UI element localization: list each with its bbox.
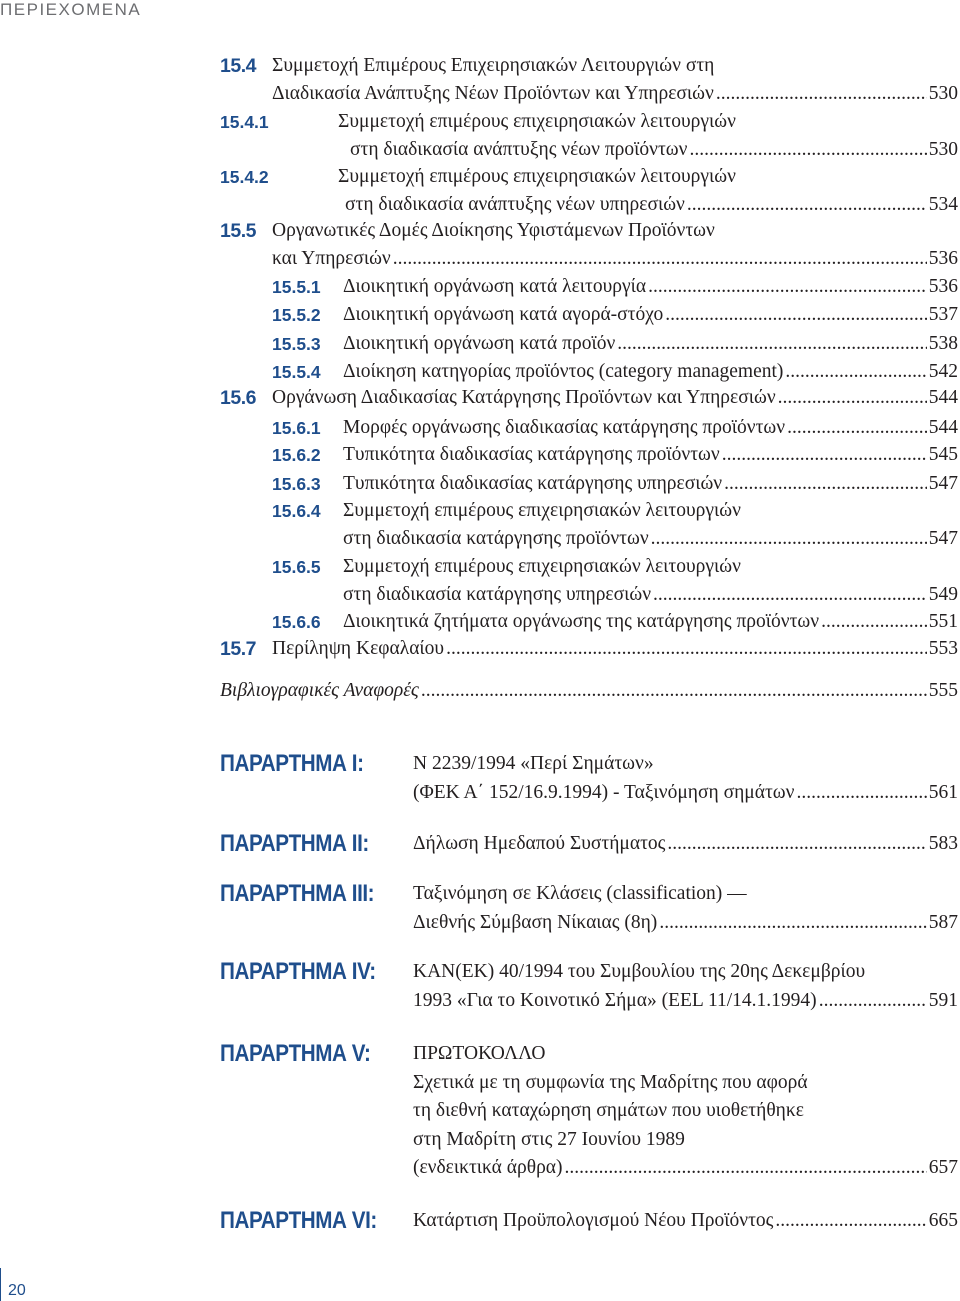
toc-entry-line[interactable] xyxy=(343,441,958,469)
dot-leader xyxy=(687,191,927,219)
section-number: 15.6.1 xyxy=(272,418,321,438)
entry-title: Διαδικασία Ανάπτυξης Νέων Προϊόντων και Υπηρεσιών xyxy=(272,82,714,104)
toc-entry-text-line[interactable] xyxy=(338,108,958,136)
entry-title: στη διαδικασία κατάργησης προϊόντων xyxy=(343,527,649,549)
dot-leader xyxy=(819,987,927,1015)
entry-page-number: 545 xyxy=(928,444,958,465)
section-number: 15.7 xyxy=(220,638,256,660)
toc-entry-text-line[interactable] xyxy=(413,1040,958,1068)
entry-title: και Υπηρεσιών xyxy=(272,247,391,269)
page-number: 20 xyxy=(8,1282,26,1299)
entry-title: Διοίκηση κατηγορίας προϊόντος (category management) xyxy=(343,361,784,382)
dot-leader xyxy=(648,273,927,301)
dot-leader xyxy=(775,1207,926,1235)
entry-page-number: 544 xyxy=(928,417,958,438)
toc-entry-line[interactable] xyxy=(272,80,958,108)
entry-title: Συμμετοχή Επιμέρους Επιχειρησιακών Λειτουργιών στη xyxy=(272,55,715,76)
dot-leader xyxy=(785,358,926,386)
dot-leader xyxy=(653,581,927,609)
entry-title: (ΦΕΚ Α΄ 152/16.9.1994) - Ταξινόμηση σημάτων xyxy=(413,781,795,803)
toc-entry-line[interactable] xyxy=(413,909,958,937)
section-number: 15.5.2 xyxy=(272,305,321,325)
entry-page-number: 551 xyxy=(928,611,958,632)
dot-leader xyxy=(565,1154,927,1182)
toc-entry-line[interactable] xyxy=(350,136,958,164)
toc-entry-line[interactable] xyxy=(220,677,958,705)
toc-entry-line[interactable] xyxy=(413,779,958,807)
entry-title: Μορφές οργάνωσης διαδικασίας κατάργησης προϊόντων xyxy=(343,417,786,438)
toc-entry-line[interactable] xyxy=(343,330,958,358)
toc-entry-line[interactable] xyxy=(345,191,958,219)
entry-title: Διοικητική οργάνωση κατά λειτουργία xyxy=(343,276,647,297)
entry-title: Ταξινόμηση σε Κλάσεις (classification) — xyxy=(413,883,747,904)
toc-entry-line[interactable] xyxy=(272,384,958,412)
entry-page-number: 537 xyxy=(928,304,958,325)
entry-title: Οργάνωση Διαδικασίας Κατάργησης Προϊόντων και Υπηρεσιών xyxy=(272,387,776,408)
footer-rule xyxy=(0,1268,1,1301)
entry-title: Συμμετοχή επιμέρους επιχειρησιακών λειτουργιών xyxy=(343,556,741,577)
section-number: 15.5 xyxy=(220,220,256,242)
toc-entry-line[interactable] xyxy=(413,987,958,1015)
section-number: 15.4 xyxy=(220,55,256,77)
entry-title: 1993 «Για το Κοινοτικό Σήμα» (EEL 11/14.1.1994) xyxy=(413,989,817,1011)
dot-leader xyxy=(659,909,926,937)
dot-leader xyxy=(778,384,927,412)
entry-title: Διοικητικά ζητήματα οργάνωσης της κατάργησης προϊόντων xyxy=(343,611,820,632)
appendix-label: ΠΑΡΑΡΤΗΜΑ V: xyxy=(220,1040,371,1067)
dot-leader xyxy=(689,136,926,164)
dot-leader xyxy=(446,635,927,663)
entry-title: Δήλωση Ημεδαπού Συστήματος xyxy=(413,833,666,854)
entry-title: (ενδεικτικά άρθρα) xyxy=(413,1157,563,1178)
toc-entry-line[interactable] xyxy=(343,301,958,329)
toc-entry-text-line[interactable] xyxy=(413,958,958,986)
appendix-label: ΠΑΡΑΡΤΗΜΑ IV: xyxy=(220,958,376,985)
toc-entry-text-line[interactable] xyxy=(413,1097,958,1125)
entry-title: στη διαδικασία ανάπτυξης νέων προϊόντων xyxy=(350,138,688,160)
entry-page-number: 536 xyxy=(928,276,958,297)
entry-title: Ν 2239/1994 «Περί Σημάτων» xyxy=(413,753,654,774)
entry-page-number: 542 xyxy=(928,361,958,382)
entry-page-number: 530 xyxy=(928,82,958,104)
entry-page-number: 561 xyxy=(928,781,958,803)
toc-entry-line[interactable] xyxy=(343,608,958,636)
toc-entry-text-line[interactable] xyxy=(413,1126,958,1154)
entry-title: στη διαδικασία ανάπτυξης νέων υπηρεσιών xyxy=(345,193,685,215)
dot-leader xyxy=(393,245,927,273)
entry-title: Συμμετοχή επιμέρους επιχειρησιακών λειτουργιών xyxy=(338,111,736,132)
entry-page-number: 583 xyxy=(928,833,958,854)
entry-page-number: 587 xyxy=(928,911,958,933)
entry-page-number: 547 xyxy=(928,473,958,494)
entry-title: ΠΡΩΤΟΚΟΛΛΟ xyxy=(413,1043,546,1064)
dot-leader xyxy=(651,525,927,553)
entry-page-number: 536 xyxy=(928,247,958,269)
section-number: 15.6.4 xyxy=(272,501,321,521)
entry-title: Συμμετοχή επιμέρους επιχειρησιακών λειτουργιών xyxy=(343,500,741,521)
toc-entry-line[interactable] xyxy=(413,1154,958,1182)
entry-page-number: 591 xyxy=(928,989,958,1011)
entry-title: Τυπικότητα διαδικασίας κατάργησης προϊόντων xyxy=(343,444,720,465)
toc-entry-line[interactable] xyxy=(343,581,958,609)
dot-leader xyxy=(821,608,927,636)
entry-title: στη διαδικασία κατάργησης υπηρεσιών xyxy=(343,583,652,605)
toc-entry-text-line[interactable] xyxy=(272,52,958,80)
section-number: 15.6.3 xyxy=(272,474,321,494)
dot-leader xyxy=(421,677,927,705)
toc-entry-line[interactable] xyxy=(272,245,958,273)
entry-page-number: 553 xyxy=(928,638,958,659)
entry-page-number: 555 xyxy=(928,680,958,701)
entry-title: Τυπικότητα διαδικασίας κατάργησης υπηρεσιών xyxy=(343,473,723,494)
entry-page-number: 544 xyxy=(928,387,958,408)
section-number: 15.5.1 xyxy=(272,277,321,297)
toc-entry-line[interactable] xyxy=(343,525,958,553)
section-number: 15.4.1 xyxy=(220,112,269,132)
entry-title: στη Μαδρίτη στις 27 Ιουνίου 1989 xyxy=(413,1128,685,1150)
entry-title: τη διεθνή καταχώρηση σημάτων που υιοθετήθηκε xyxy=(413,1100,804,1121)
entry-page-number: 547 xyxy=(928,527,958,549)
toc-entry-text-line[interactable] xyxy=(413,880,958,908)
entry-title: ΚΑΝ(ΕΚ) 40/1994 του Συμβουλίου της 20ης Δεκεμβρίου xyxy=(413,961,866,982)
section-number: 15.6 xyxy=(220,387,256,409)
section-number: 15.4.2 xyxy=(220,167,269,187)
toc-entry-line[interactable] xyxy=(343,358,958,386)
entry-page-number: 549 xyxy=(928,583,958,605)
toc-entry-text-line[interactable] xyxy=(272,217,958,245)
dot-leader xyxy=(617,330,926,358)
entry-title: Διοικητική οργάνωση κατά αγορά-στόχο xyxy=(343,304,664,325)
dot-leader xyxy=(722,441,927,469)
entry-title: Διοικητική οργάνωση κατά προϊόν xyxy=(343,333,616,354)
entry-page-number: 665 xyxy=(928,1210,958,1231)
entry-title: Περίληψη Κεφαλαίου xyxy=(272,638,445,659)
dot-leader xyxy=(667,830,926,858)
entry-page-number: 657 xyxy=(928,1157,958,1178)
toc-entry-line[interactable] xyxy=(343,470,958,498)
appendix-label: ΠΑΡΑΡΤΗΜΑ I: xyxy=(220,750,364,777)
entry-title: Συμμετοχή επιμέρους επιχειρησιακών λειτουργιών xyxy=(338,166,736,187)
toc-entry-line[interactable] xyxy=(343,273,958,301)
appendix-label: ΠΑΡΑΡΤΗΜΑ VI: xyxy=(220,1207,377,1234)
dot-leader xyxy=(724,470,927,498)
toc-entry-line[interactable] xyxy=(413,830,958,858)
section-number: 15.6.5 xyxy=(272,557,321,577)
toc-entry-line[interactable] xyxy=(413,1207,958,1235)
entry-title: Διεθνής Σύμβαση Νίκαιας (8η) xyxy=(413,911,658,933)
dot-leader xyxy=(665,301,927,329)
entry-title: Βιβλιογραφικές Αναφορές xyxy=(220,680,419,701)
toc-entry-line[interactable] xyxy=(343,414,958,442)
toc-entry-line[interactable] xyxy=(272,635,958,663)
toc-entry-text-line[interactable] xyxy=(413,1069,958,1097)
entry-title: Κατάρτιση Προϋπολογισμού Νέου Προϊόντος xyxy=(413,1210,774,1231)
dot-leader xyxy=(716,80,927,108)
toc-entry-text-line[interactable] xyxy=(343,553,958,581)
section-number: 15.5.4 xyxy=(272,362,321,382)
entry-page-number: 538 xyxy=(928,333,958,354)
dot-leader xyxy=(796,779,926,807)
section-number: 15.6.6 xyxy=(272,612,321,632)
appendix-label: ΠΑΡΑΡΤΗΜΑ III: xyxy=(220,880,375,907)
section-number: 15.5.3 xyxy=(272,334,321,354)
section-number: 15.6.2 xyxy=(272,445,321,465)
dot-leader xyxy=(787,414,927,442)
toc-entry-text-line[interactable] xyxy=(413,750,958,778)
entry-title: Οργανωτικές Δομές Διοίκησης Υφιστάμενων Προϊόντων xyxy=(272,220,715,241)
entry-page-number: 530 xyxy=(928,138,958,160)
entry-page-number: 534 xyxy=(928,193,958,215)
toc-entry-text-line[interactable] xyxy=(343,497,958,525)
appendix-label: ΠΑΡΑΡΤΗΜΑ II: xyxy=(220,830,369,857)
entry-title: Σχετικά με τη συμφωνία της Μαδρίτης που αφορά xyxy=(413,1071,808,1093)
toc-entry-text-line[interactable] xyxy=(338,163,958,191)
page-header: ΠΕΡΙΕΧΟΜΕΝΑ xyxy=(0,0,142,19)
